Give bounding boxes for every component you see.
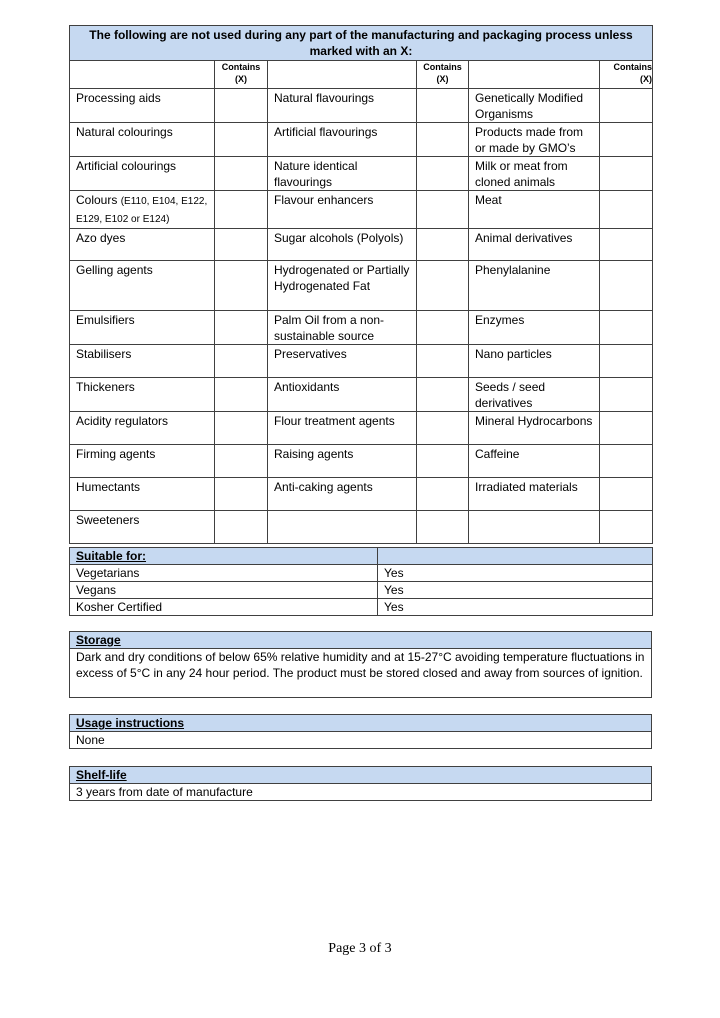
contains-checkbox-cell <box>600 445 653 478</box>
contains-checkbox-cell <box>417 478 469 511</box>
ingredient-name: Azo dyes <box>70 229 215 261</box>
table-row <box>70 345 653 378</box>
header-blank <box>469 61 600 89</box>
contains-checkbox-cell <box>417 229 469 261</box>
ingredient-name: Irradiated materials <box>469 478 600 511</box>
contains-checkbox-cell <box>215 229 268 261</box>
suitable-heading: Suitable for: <box>70 548 378 565</box>
contains-checkbox-cell <box>600 123 653 157</box>
ingredient-name: Palm Oil from a non-sustainable source <box>268 311 417 345</box>
ingredient-name: Mineral Hydrocarbons <box>469 412 600 445</box>
contains-checkbox-cell <box>600 191 653 229</box>
contains-checkbox-cell <box>600 511 653 544</box>
ingredient-name: Sugar alcohols (Polyols) <box>268 229 417 261</box>
ingredients-title: The following are not used during any part of the manufacturing and packaging process unless marked with an X: <box>70 26 653 61</box>
storage-heading: Storage <box>70 632 652 649</box>
contains-checkbox-cell <box>417 412 469 445</box>
ingredients-table <box>69 25 653 544</box>
contains-checkbox-cell <box>600 378 653 412</box>
contains-checkbox-cell <box>215 89 268 123</box>
contains-checkbox-cell <box>600 311 653 345</box>
table-row <box>70 378 653 412</box>
ingredient-name: Enzymes <box>469 311 600 345</box>
ingredient-name: Artificial colourings <box>70 157 215 191</box>
ingredient-name: Animal derivatives <box>469 229 600 261</box>
contains-checkbox-cell <box>417 89 469 123</box>
contains-checkbox-cell <box>215 311 268 345</box>
contains-header: Contains (X) <box>417 61 469 89</box>
contains-checkbox-cell <box>417 511 469 544</box>
contains-checkbox-cell <box>600 261 653 311</box>
ingredient-name: Acidity regulators <box>70 412 215 445</box>
ingredient-name <box>268 511 417 544</box>
contains-checkbox-cell <box>417 261 469 311</box>
contains-checkbox-cell <box>417 445 469 478</box>
contains-header: Contains (X) <box>215 61 268 89</box>
table-row <box>70 478 653 511</box>
table-row <box>70 511 653 544</box>
contains-checkbox-cell <box>215 191 268 229</box>
ingredient-name: Stabilisers <box>70 345 215 378</box>
ingredient-name: Genetically Modified Organisms <box>469 89 600 123</box>
ingredient-name: Nature identical flavourings <box>268 157 417 191</box>
suitable-value: Yes <box>378 582 653 599</box>
page-number: Page 3 of 3 <box>328 941 392 956</box>
contains-header: Contains (X) <box>600 61 653 89</box>
storage-table <box>69 631 652 698</box>
suitable-label: Vegetarians <box>70 565 378 582</box>
table-row <box>70 311 653 345</box>
ingredient-name: Caffeine <box>469 445 600 478</box>
ingredient-name: Flavour enhancers <box>268 191 417 229</box>
ingredient-name: Colours (E110, E104, E122, E129, E102 or E124) <box>70 191 215 229</box>
usage-table <box>69 714 652 749</box>
suitable-heading-blank <box>378 548 653 565</box>
header-blank <box>70 61 215 89</box>
contains-checkbox-cell <box>215 261 268 311</box>
contains-checkbox-cell <box>600 478 653 511</box>
contains-checkbox-cell <box>417 345 469 378</box>
contains-checkbox-cell <box>600 89 653 123</box>
ingredient-name: Flour treatment agents <box>268 412 417 445</box>
contains-checkbox-cell <box>417 157 469 191</box>
contains-checkbox-cell <box>600 345 653 378</box>
ingredient-name: Processing aids <box>70 89 215 123</box>
ingredient-name: Humectants <box>70 478 215 511</box>
contains-checkbox-cell <box>600 157 653 191</box>
storage-text: Dark and dry conditions of below 65% relative humidity and at 15-27°C avoiding temperature fluctuations in excess of 5°C in any 24 hour period. The product must be stored closed and away from sources of ignition. <box>70 649 652 698</box>
contains-checkbox-cell <box>215 445 268 478</box>
table-row <box>70 261 653 311</box>
table-row <box>70 599 653 616</box>
ingredient-name: Firming agents <box>70 445 215 478</box>
colour-codes: (E110, E104, E122, E129, E102 or E124) <box>76 196 208 225</box>
ingredient-name: Thickeners <box>70 378 215 412</box>
ingredient-name: Seeds / seed derivatives <box>469 378 600 412</box>
contains-checkbox-cell <box>215 478 268 511</box>
contains-checkbox-cell <box>215 511 268 544</box>
suitable-label: Vegans <box>70 582 378 599</box>
contains-checkbox-cell <box>215 378 268 412</box>
ingredient-name: Hydrogenated or Partially Hydrogenated Fat <box>268 261 417 311</box>
ingredient-name: Milk or meat from cloned animals <box>469 157 600 191</box>
ingredient-name: Phenylalanine <box>469 261 600 311</box>
contains-checkbox-cell <box>215 157 268 191</box>
ingredient-name: Natural flavourings <box>268 89 417 123</box>
ingredient-name: Raising agents <box>268 445 417 478</box>
table-row <box>70 445 653 478</box>
contains-checkbox-cell <box>417 123 469 157</box>
ingredient-name: Antioxidants <box>268 378 417 412</box>
ingredient-name: Preservatives <box>268 345 417 378</box>
contains-checkbox-cell <box>417 378 469 412</box>
shelf-life-heading: Shelf-life <box>70 767 652 784</box>
ingredient-name: Natural colourings <box>70 123 215 157</box>
ingredient-name: Sweeteners <box>70 511 215 544</box>
ingredient-name: Products made from or made by GMO’s <box>469 123 600 157</box>
ingredient-name: Artificial flavourings <box>268 123 417 157</box>
usage-heading: Usage instructions <box>70 715 652 732</box>
table-row <box>70 89 653 123</box>
suitable-for-table <box>69 547 653 616</box>
contains-checkbox-cell <box>600 229 653 261</box>
table-row <box>70 191 653 229</box>
contains-checkbox-cell <box>215 123 268 157</box>
table-row <box>70 157 653 191</box>
shelf-life-table <box>69 766 652 801</box>
shelf-life-text: 3 years from date of manufacture <box>70 784 652 801</box>
usage-text: None <box>70 732 652 749</box>
contains-checkbox-cell <box>600 412 653 445</box>
ingredient-name: Nano particles <box>469 345 600 378</box>
suitable-value: Yes <box>378 599 653 616</box>
suitable-label: Kosher Certified <box>70 599 378 616</box>
ingredient-name: Gelling agents <box>70 261 215 311</box>
table-row <box>70 412 653 445</box>
table-row <box>70 565 653 582</box>
ingredient-name <box>469 511 600 544</box>
table-row <box>70 229 653 261</box>
header-blank <box>268 61 417 89</box>
contains-checkbox-cell <box>215 345 268 378</box>
table-row <box>70 123 653 157</box>
contains-checkbox-cell <box>215 412 268 445</box>
contains-checkbox-cell <box>417 191 469 229</box>
table-row <box>70 582 653 599</box>
contains-checkbox-cell <box>417 311 469 345</box>
ingredient-name: Meat <box>469 191 600 229</box>
ingredient-name: Anti-caking agents <box>268 478 417 511</box>
ingredient-name: Emulsifiers <box>70 311 215 345</box>
suitable-value: Yes <box>378 565 653 582</box>
